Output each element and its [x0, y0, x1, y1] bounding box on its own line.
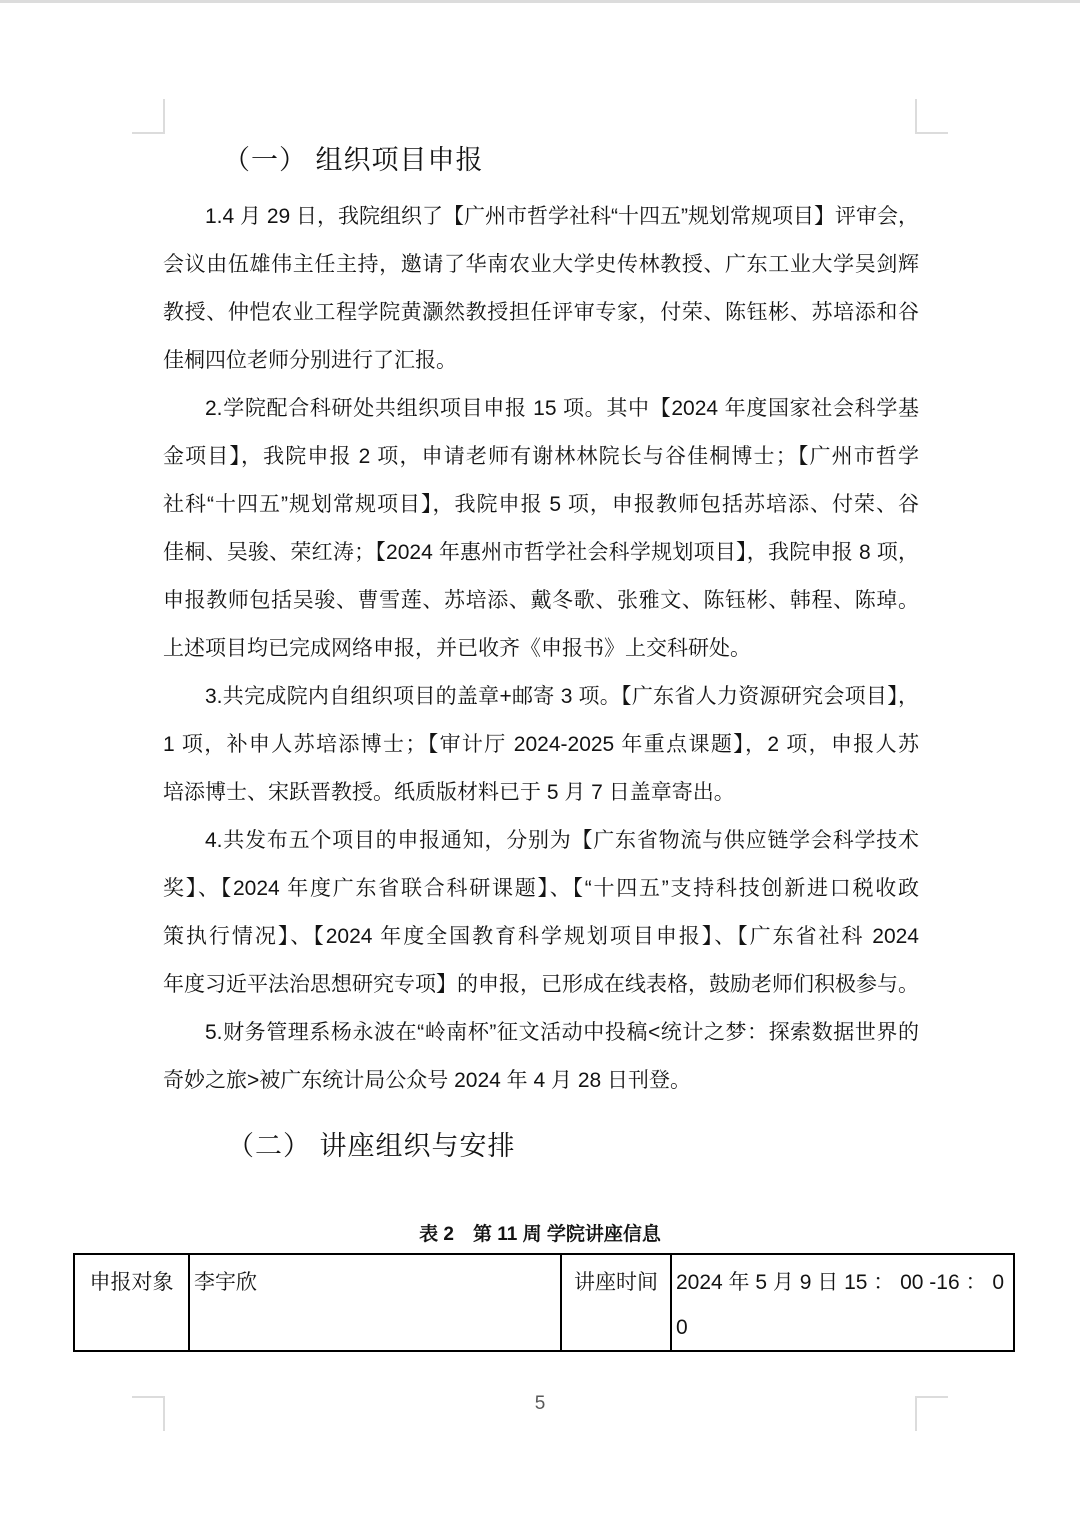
- paragraph-4: [163, 817, 919, 1009]
- paragraph-1: [163, 193, 919, 385]
- table-caption: 表 2 第 11 周 学院讲座信息: [419, 1224, 661, 1245]
- text-line: 1.4 月 29 日，我院组织了【广州市哲学社科“十四五”规划常规项目】评审会，: [205, 205, 920, 228]
- lecture-info-table: [73, 1253, 1015, 1352]
- paragraph-5: [163, 1009, 919, 1105]
- text-line: 年度习近平法治思想研究专项】的申报，已形成在线表格，鼓励老师们积极参与。: [163, 973, 919, 996]
- text-line: 1 项，补申人苏培添博士；【审计厅 2024-2025 年重点课题】，2 项，申报人苏: [163, 733, 919, 756]
- table-label-lecture-time: 讲座时间: [561, 1254, 671, 1351]
- text-line: 佳桐、吴骏、荣红涛；【2024 年惠州市哲学社会科学规划项目】，我院申报 8 项，: [163, 541, 919, 564]
- page-top-edge: [0, 0, 1080, 3]
- paragraph-2: [163, 385, 919, 673]
- text-line: 0: [676, 1316, 688, 1339]
- table-value-lecture-time: [671, 1254, 1014, 1351]
- section-heading-project-application: （一） 组织项目申报: [223, 145, 484, 175]
- document-body: [163, 193, 919, 1105]
- text-line: 会议由伍雄伟主任主持，邀请了华南农业大学史传林教授、广东工业大学吴剑辉: [163, 253, 919, 276]
- text-boundary-mark-top-right: [915, 99, 948, 134]
- text-line: 4.共发布五个项目的申报通知，分别为【广东省物流与供应链学会科学技术: [205, 829, 919, 852]
- text-line: 佳桐四位老师分别进行了汇报。: [163, 349, 457, 372]
- text-line: 金项目】，我院申报 2 项，申请老师有谢林林院长与谷佳桐博士；【广州市哲学: [163, 445, 919, 468]
- text-line: 策执行情况】、【2024 年度全国教育科学规划项目申报】、【广东省社科 2024: [163, 925, 919, 948]
- text-boundary-mark-top-left: [132, 99, 165, 134]
- text-line: 3.共完成院内自组织项目的盖章+邮寄 3 项。【广东省人力资源研究会项目】，: [205, 685, 919, 708]
- page-number: 5: [534, 1393, 546, 1414]
- text-line: 5.财务管理系杨永波在“岭南杯”征文活动中投稿<统计之梦：探索数据世界的: [205, 1021, 919, 1044]
- text-line: 申报教师包括吴骏、曹雪莲、苏培添、戴冬歌、张雅文、陈钰彬、韩程、陈琸。: [163, 589, 919, 612]
- paragraph-3: [163, 673, 919, 817]
- text-line: 教授、仲恺农业工程学院黄灏然教授担任评审专家，付荣、陈钰彬、苏培添和谷: [163, 301, 919, 324]
- text-line: 上述项目均已完成网络申报，并已收齐《申报书》上交科研处。: [163, 637, 751, 660]
- table-row: [74, 1254, 1014, 1351]
- table-label-applicant: 申报对象: [74, 1254, 189, 1351]
- text-line: 2024 年 5 月 9 日 15 ： 00 -16 ： 0: [676, 1271, 1005, 1294]
- text-line: 2.学院配合科研处共组织项目申报 15 项。其中【2024 年度国家社会科学基: [205, 397, 919, 420]
- text-line: 社科“十四五”规划常规项目】，我院申报 5 项，申报教师包括苏培添、付荣、谷: [163, 493, 919, 516]
- text-line: 培添博士、宋跃晋教授。纸质版材料已于 5 月 7 日盖章寄出。: [163, 781, 735, 804]
- text-line: 奇妙之旅>被广东统计局公众号 2024 年 4 月 28 日刊登。: [163, 1069, 692, 1092]
- table-value-applicant: 李宇欣: [189, 1254, 561, 1351]
- text-line: 奖】、【2024 年度广东省联合科研课题】、【“十四五”支持科技创新进口税收政: [163, 877, 919, 900]
- section-heading-lecture-arrangement: （二） 讲座组织与安排: [227, 1131, 516, 1161]
